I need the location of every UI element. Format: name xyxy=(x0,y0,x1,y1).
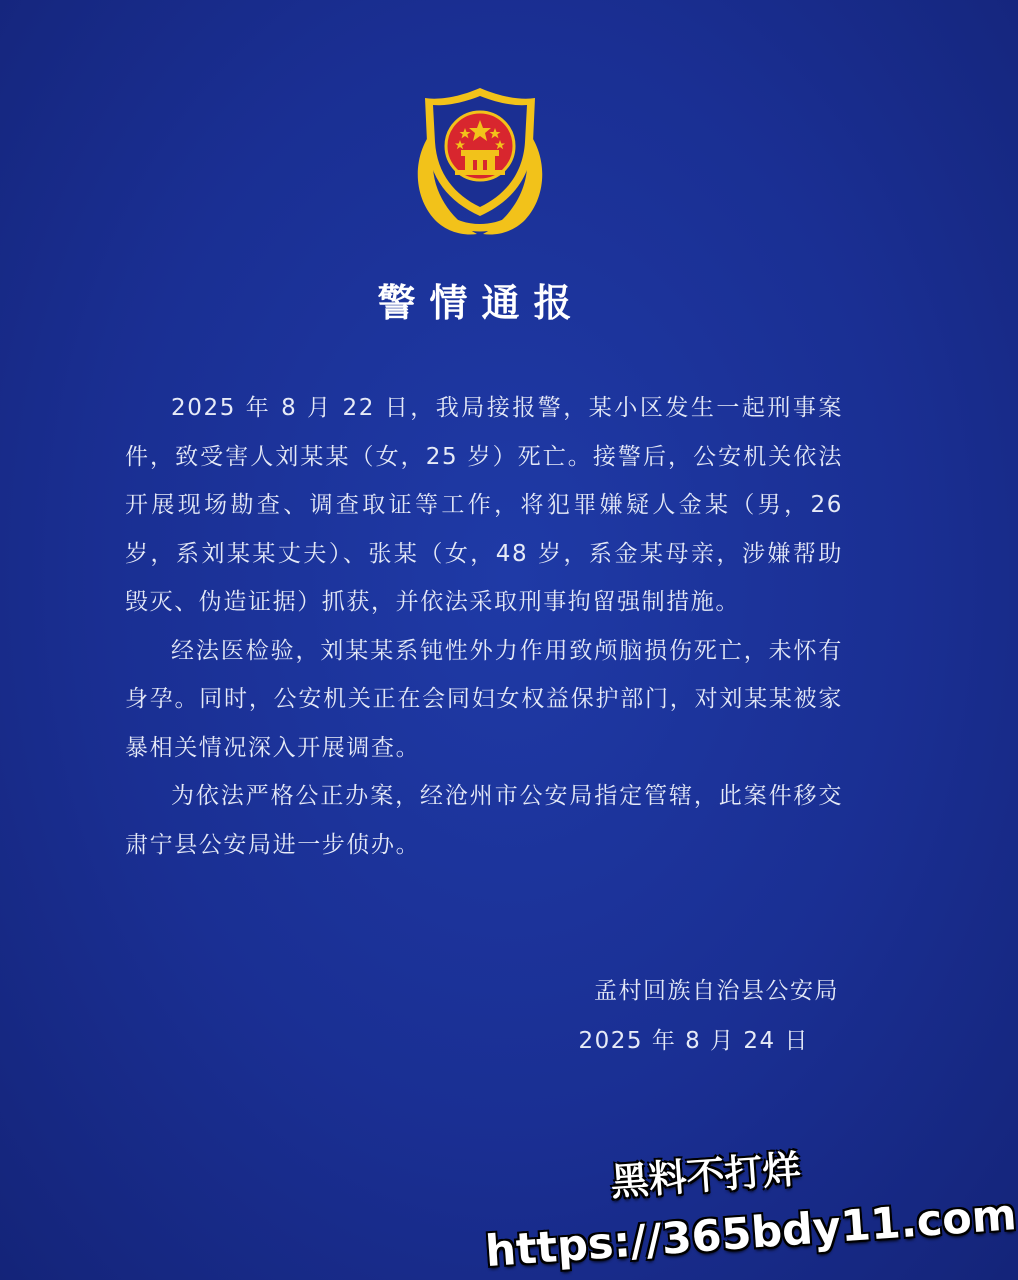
police-emblem-icon xyxy=(405,82,555,238)
body-paragraph: 2025 年 8 月 22 日，我局接报警，某小区发生一起刑事案件，致受害人刘某某（女，25 岁）死亡。接警后，公安机关依法开展现场勘查、调查取证等工作，将犯罪嫌疑人金某（男，26 岁，系刘某某丈夫）、张某（女，48 岁，系金某母亲，涉嫌帮助毁灭、伪造证据）抓获，并依法采取刑事拘留强制措施。 xyxy=(125,395,843,615)
issuer-name: 孟村回族自治县公安局 xyxy=(594,978,839,1004)
watermark-url: https://365bdy11.com xyxy=(483,1190,1018,1278)
notice-body xyxy=(125,384,843,869)
body-paragraph: 经法医检验，刘某某系钝性外力作用致颅脑损伤死亡，未怀有身孕。同时，公安机关正在会同妇女权益保护部门，对刘某某被家暴相关情况深入开展调查。 xyxy=(125,637,843,761)
body-paragraph: 为依法严格公正办案，经沧州市公安局指定管辖，此案件移交肃宁县公安局进一步侦办。 xyxy=(125,783,843,858)
issue-date: 2025 年 8 月 24 日 xyxy=(578,1028,809,1054)
page-title: 警情通报 xyxy=(377,280,586,325)
signature-block xyxy=(579,966,840,1066)
watermark-title: 黑料不打烊 xyxy=(609,1147,802,1205)
emblem-gate xyxy=(461,150,499,156)
